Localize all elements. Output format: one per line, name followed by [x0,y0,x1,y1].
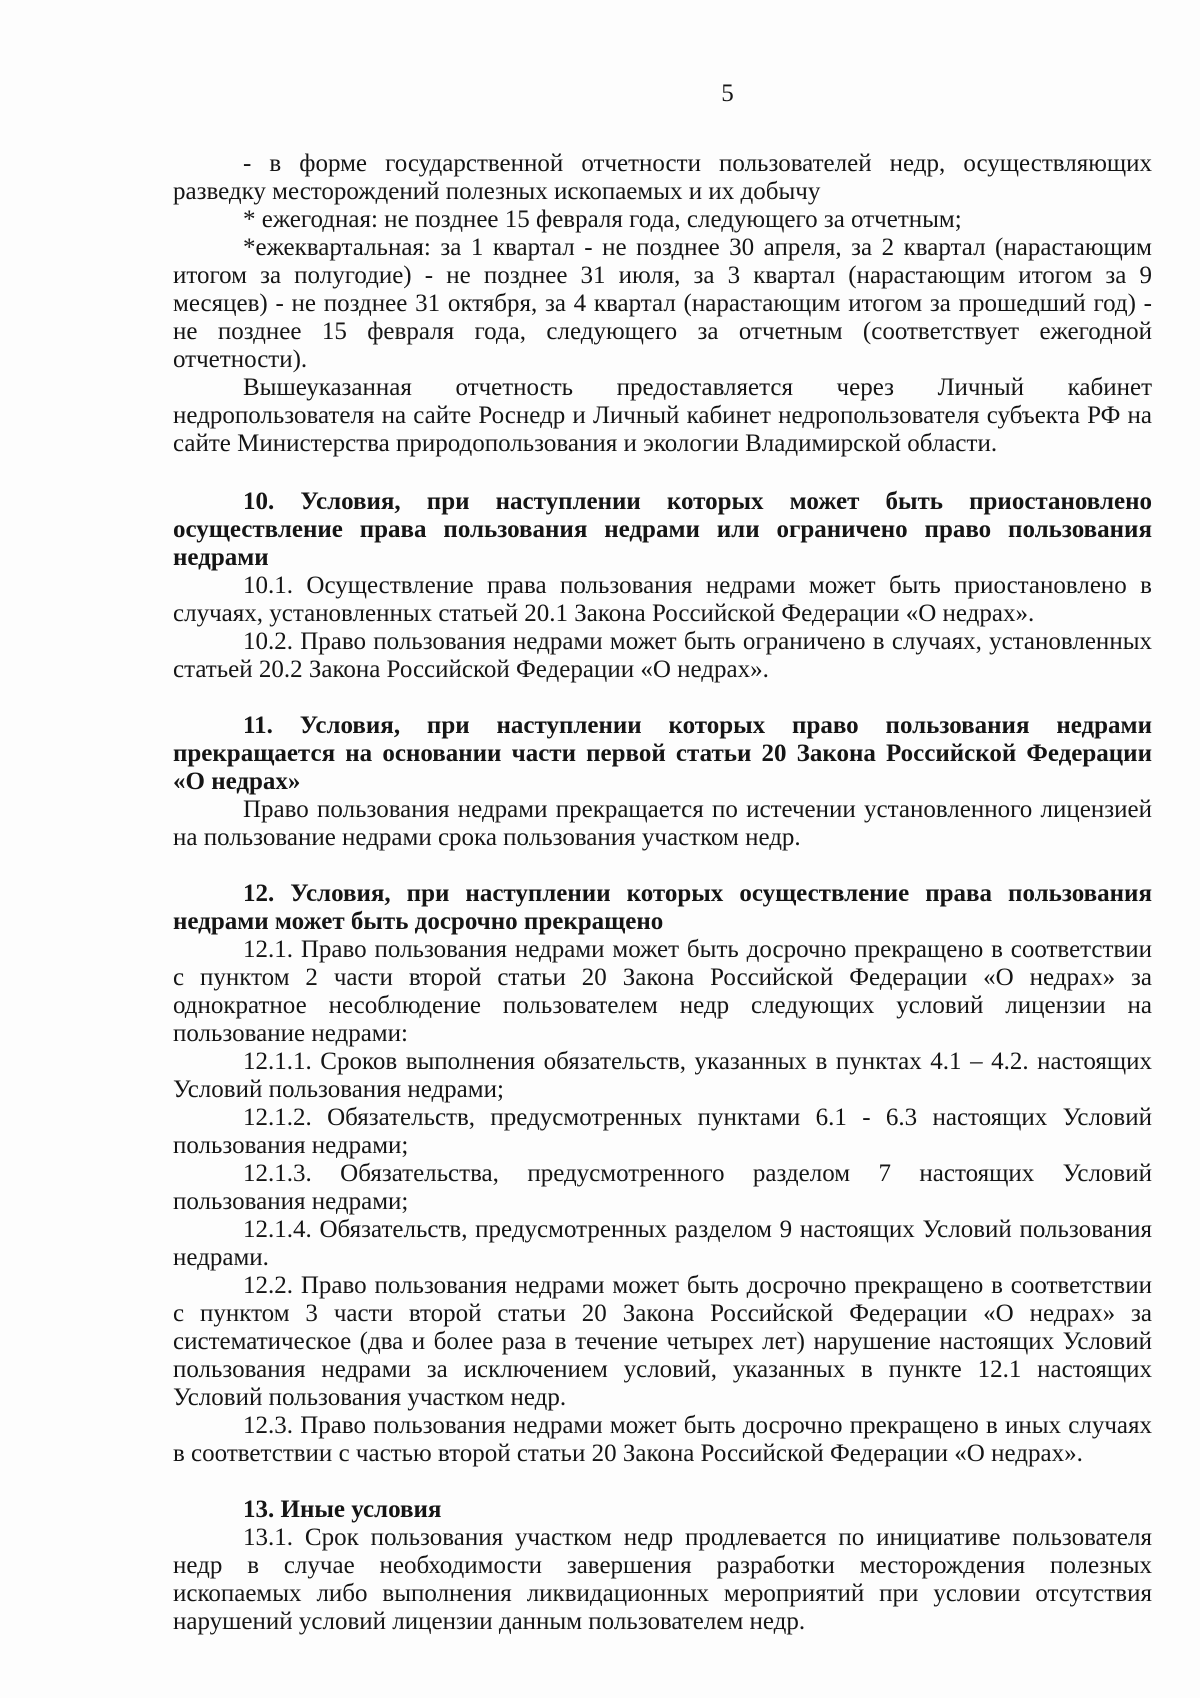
section-10-paragraph-1: 10.1. Осуществление права пользования недрами может быть приостановлено в случаях, установленных статьей 20.1 Закона Российской Федерации «О недрах». [173,572,1152,627]
section-12-paragraph-12-2: 12.2. Право пользования недрами может быть досрочно прекращено в соответствии с пунктом 3 части второй статьи 20 Закона Российской Федерации «О недрах» за систематическое (два и более раза в течение четырех лет) нарушение настоящих Условий пользования недрами за исключением условий, указанных в пункте 12.1 настоящих Условий пользования участком недр. [173,1272,1152,1411]
section-11-heading: 11. Условия, при наступлении которых право пользования недрами прекращается на основании части первой статьи 20 Закона Российской Федерации «О недрах» [173,712,1152,795]
section-11-paragraph-1: Право пользования недрами прекращается по истечении установленного лицензией на пользование недрами срока пользования участком недр. [173,796,1152,851]
section-12-paragraph-12-1-3: 12.1.3. Обязательства, предусмотренного разделом 7 настоящих Условий пользования недрами; [173,1160,1152,1215]
section-10-paragraph-2: 10.2. Право пользования недрами может быть ограничено в случаях, установленных статьей 20.2 Закона Российской Федерации «О недрах». [173,628,1152,683]
section-10-heading: 10. Условия, при наступлении которых может быть приостановлено осуществление права пользования недрами или ограничено право пользования недрами [173,488,1152,571]
section-12-heading: 12. Условия, при наступлении которых осуществление права пользования недрами может быть досрочно прекращено [173,880,1152,935]
section-12-paragraph-12-1-2: 12.1.2. Обязательств, предусмотренных пунктами 6.1 - 6.3 настоящих Условий пользования недрами; [173,1104,1152,1159]
intro-paragraph-annual: * ежегодная: не позднее 15 февраля года, следующего за отчетным; [243,206,962,233]
intro-paragraph-reporting-form: - в форме государственной отчетности пользователей недр, осуществляющих разведку месторождений полезных ископаемых и их добычу [173,150,1152,205]
intro-paragraph-quarterly: *ежеквартальная: за 1 квартал - не позднее 30 апреля, за 2 квартал (нарастающим итогом за полугодие) - не позднее 31 июля, за 3 квартал (нарастающим итогом за 9 месяцев) - не позднее 31 октября, за 4 квартал (нарастающим итогом за прошедший год) - не позднее 15 февраля года, следующего за отчетным (соответствует ежегодной отчетности). [173,234,1152,373]
section-12-paragraph-12-1-1: 12.1.1. Сроков выполнения обязательств, указанных в пунктах 4.1 – 4.2. настоящих Условий пользования недрами; [173,1048,1152,1103]
page-number: 5 [721,80,734,107]
section-13-paragraph-13-1: 13.1. Срок пользования участком недр продлевается по инициативе пользователя недр в случае необходимости завершения разработки месторождения полезных ископаемых либо выполнения ликвидационных мероприятий при условии отсутствия нарушений условий лицензии данным пользователем недр. [173,1524,1152,1635]
intro-paragraph-submission: Вышеуказанная отчетность предоставляется через Личный кабинет недропользователя на сайте Роснедр и Личный кабинет недропользователя субъекта РФ на сайте Министерства природопользования и экологии Владимирской области. [173,374,1152,457]
section-13-heading: 13. Иные условия [243,1496,442,1523]
section-12-paragraph-12-3: 12.3. Право пользования недрами может быть досрочно прекращено в иных случаях в соответствии с частью второй статьи 20 Закона Российской Федерации «О недрах». [173,1412,1152,1467]
section-12-paragraph-12-1-4: 12.1.4. Обязательств, предусмотренных разделом 9 настоящих Условий пользования недрами. [173,1216,1152,1271]
section-12-paragraph-12-1: 12.1. Право пользования недрами может быть досрочно прекращено в соответствии с пунктом 2 части второй статьи 20 Закона Российской Федерации «О недрах» за однократное несоблюдение пользователем недр следующих условий лицензии на пользование недрами: [173,936,1152,1047]
